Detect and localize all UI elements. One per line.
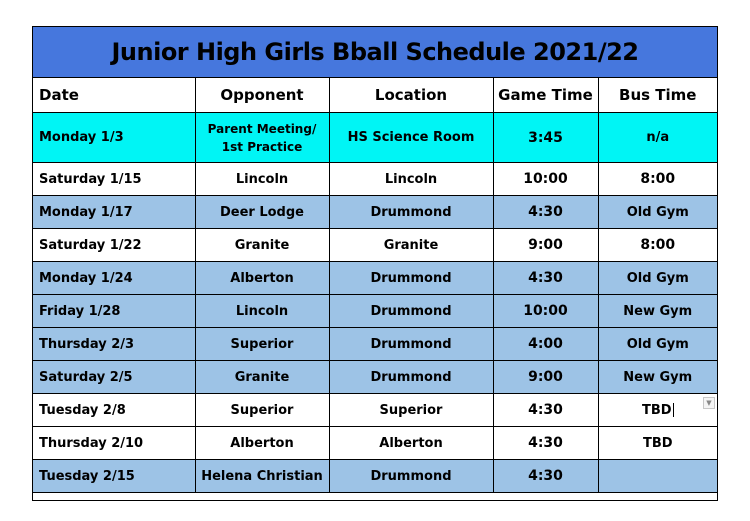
date-cell[interactable]: Saturday 2/5 <box>33 361 195 394</box>
bus-time-cell[interactable]: 8:00 <box>598 229 717 262</box>
bus-time-cell[interactable] <box>598 394 717 427</box>
table-row <box>33 328 717 361</box>
opponent-cell[interactable]: Helena Christian <box>195 460 329 493</box>
opponent-cell[interactable]: Deer Lodge <box>195 196 329 229</box>
date-cell[interactable]: Friday 1/28 <box>33 295 195 328</box>
table-row <box>33 394 717 427</box>
table-row <box>33 262 717 295</box>
game-time-cell[interactable]: 9:00 <box>493 229 598 262</box>
opponent-cell[interactable]: Superior <box>195 328 329 361</box>
game-time-cell[interactable]: 4:30 <box>493 460 598 493</box>
date-cell[interactable]: Tuesday 2/8 <box>33 394 195 427</box>
game-time-cell[interactable]: 10:00 <box>493 163 598 196</box>
opponent-line-2: 1st Practice <box>221 139 303 154</box>
bus-time-cell[interactable]: New Gym <box>598 295 717 328</box>
dropdown-arrow-icon[interactable]: ▼ <box>703 397 715 409</box>
bus-time-cell[interactable] <box>598 460 717 493</box>
table-row <box>33 427 717 460</box>
date-cell[interactable]: Tuesday 2/15 <box>33 460 195 493</box>
table-row <box>33 295 717 328</box>
location-cell[interactable]: Alberton <box>329 427 493 460</box>
text-cursor <box>673 403 674 417</box>
location-cell[interactable]: Granite <box>329 229 493 262</box>
opponent-cell[interactable]: Alberton <box>195 427 329 460</box>
location-cell[interactable]: Drummond <box>329 295 493 328</box>
date-cell[interactable]: Saturday 1/22 <box>33 229 195 262</box>
date-cell[interactable]: Thursday 2/3 <box>33 328 195 361</box>
bus-time-cell[interactable]: New Gym <box>598 361 717 394</box>
location-cell[interactable]: Lincoln <box>329 163 493 196</box>
date-cell[interactable]: Saturday 1/15 <box>33 163 195 196</box>
header-opponent[interactable]: Opponent <box>195 78 329 113</box>
opponent-cell[interactable]: Lincoln <box>195 295 329 328</box>
bus-time-cell[interactable]: n/a <box>598 113 717 163</box>
location-cell[interactable]: Drummond <box>329 262 493 295</box>
opponent-line-1: Parent Meeting/ <box>207 121 317 136</box>
table-row <box>33 163 717 196</box>
bus-time-cell[interactable]: 8:00 <box>598 163 717 196</box>
bus-time-cell[interactable]: Old Gym <box>598 262 717 295</box>
opponent-cell[interactable]: Superior <box>195 394 329 427</box>
location-cell[interactable]: Drummond <box>329 460 493 493</box>
header-location[interactable]: Location <box>329 78 493 113</box>
opponent-cell[interactable]: Alberton <box>195 262 329 295</box>
game-time-cell[interactable]: 4:30 <box>493 262 598 295</box>
game-time-cell[interactable]: 4:30 <box>493 196 598 229</box>
header-bus-time[interactable]: Bus Time <box>598 78 717 113</box>
opponent-cell[interactable]: Granite <box>195 229 329 262</box>
game-time-cell[interactable]: 10:00 <box>493 295 598 328</box>
game-time-cell[interactable]: 4:30 <box>493 427 598 460</box>
location-cell[interactable]: HS Science Room <box>329 113 493 163</box>
location-cell[interactable]: Drummond <box>329 361 493 394</box>
header-game-time[interactable]: Game Time <box>493 78 598 113</box>
game-time-cell[interactable]: 4:00 <box>493 328 598 361</box>
table-row <box>33 113 717 163</box>
bus-time-text: TBD <box>641 402 672 418</box>
opponent-cell[interactable]: Lincoln <box>195 163 329 196</box>
location-cell[interactable]: Drummond <box>329 196 493 229</box>
table-row <box>33 460 717 493</box>
header-row <box>33 78 717 113</box>
date-cell[interactable]: Monday 1/24 <box>33 262 195 295</box>
bus-time-cell[interactable]: Old Gym <box>598 196 717 229</box>
schedule-sheet <box>32 26 718 501</box>
date-cell[interactable]: Monday 1/3 <box>33 113 195 163</box>
schedule-title: Junior High Girls Bball Schedule 2021/22 <box>111 38 639 66</box>
bus-time-cell[interactable]: TBD <box>598 427 717 460</box>
title-bar <box>33 27 717 78</box>
header-date[interactable]: Date <box>33 78 195 113</box>
game-time-cell[interactable]: 9:00 <box>493 361 598 394</box>
opponent-cell[interactable]: Granite <box>195 361 329 394</box>
location-cell[interactable]: Drummond <box>329 328 493 361</box>
bus-time-cell[interactable]: Old Gym <box>598 328 717 361</box>
table-row <box>33 229 717 262</box>
table-row <box>33 196 717 229</box>
opponent-cell[interactable] <box>195 113 329 163</box>
date-cell[interactable]: Monday 1/17 <box>33 196 195 229</box>
game-time-cell[interactable]: 3:45 <box>493 113 598 163</box>
date-cell[interactable]: Thursday 2/10 <box>33 427 195 460</box>
schedule-table <box>33 77 717 493</box>
location-cell[interactable]: Superior <box>329 394 493 427</box>
game-time-cell[interactable]: 4:30 <box>493 394 598 427</box>
table-row <box>33 361 717 394</box>
